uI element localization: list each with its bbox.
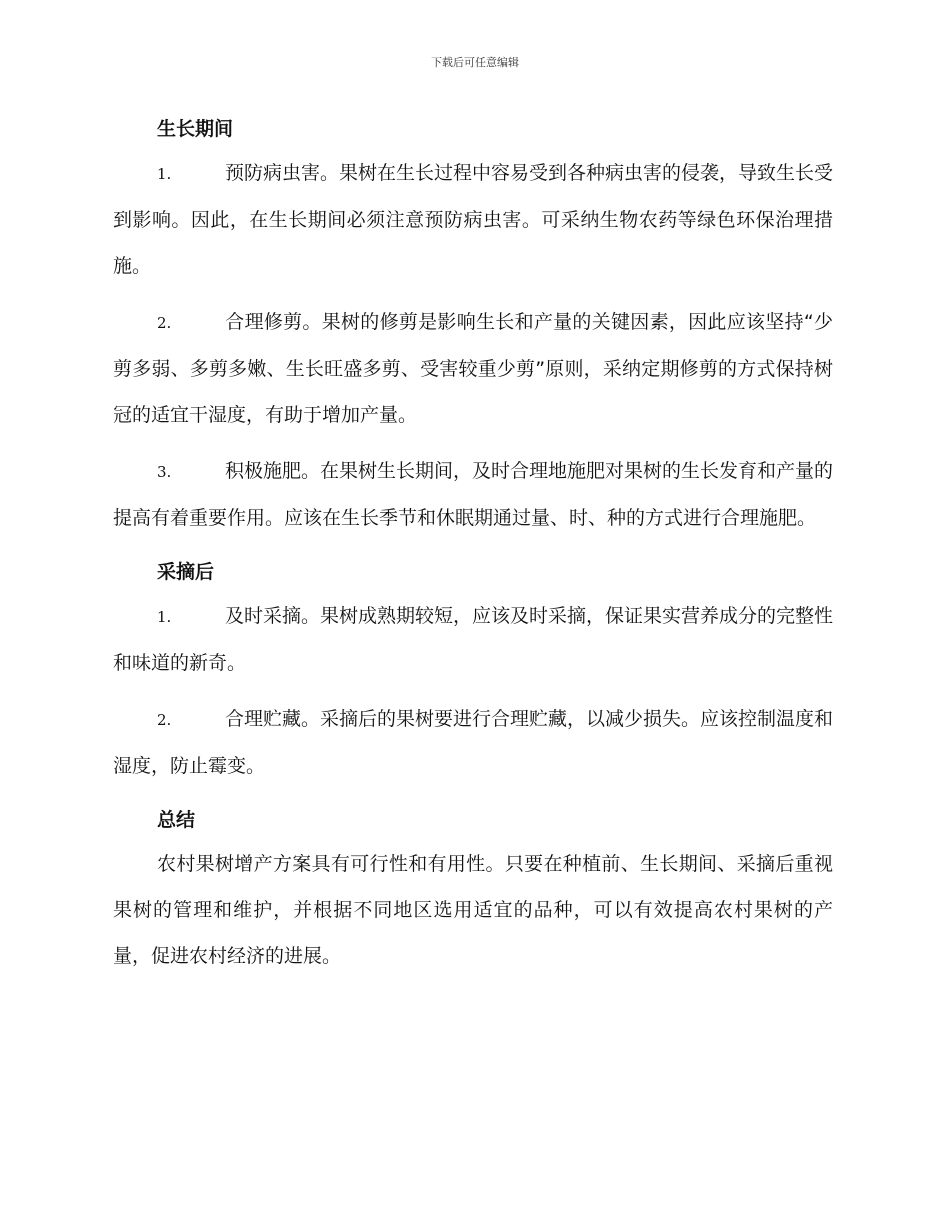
list-item: [113, 150, 833, 289]
list-item-text: 积极施肥。在果树生长期间，及时合理地施肥对果树的生长发育和产量的提高有着重要作用。应该在生长季节和休眠期通过量、时、种的方式进行合理施肥。: [113, 460, 834, 529]
list-number: 2.: [157, 314, 172, 332]
list-item: [113, 696, 833, 789]
list-item-text: 及时采摘。果树成熟期较短，应该及时采摘，保证果实营养成分的完整性和味道的新奇。: [113, 605, 834, 674]
section-heading-summary: 总结: [157, 809, 196, 831]
page-header: 下载后可任意编辑: [431, 56, 519, 69]
list-item: [113, 448, 833, 541]
list-item: [113, 593, 833, 686]
section-heading-growth: 生长期间: [157, 118, 234, 140]
list-item-text: 合理贮藏。采摘后的果树要进行合理贮藏，以减少损失。应该控制温度和湿度，防止霉变。: [113, 708, 834, 777]
list-number: 1.: [157, 165, 172, 183]
list-number: 1.: [157, 608, 172, 626]
list-number: 3.: [157, 463, 172, 481]
list-item-text: 预防病虫害。果树在生长过程中容易受到各种病虫害的侵袭，导致生长受到影响。因此，在生长期间必须注意预防病虫害。可采纳生物农药等绿色环保治理措施。: [113, 162, 834, 277]
document-body: [113, 108, 833, 989]
summary-paragraph: 农村果树增产方案具有可行性和有用性。只要在种植前、生长期间、采摘后重视果树的管理和维护，并根据不同地区选用适宜的品种，可以有效提高农村果树的产量，促进农村经济的进展。: [113, 853, 833, 967]
section-heading-after-harvest: 采摘后: [157, 561, 215, 583]
list-number: 2.: [157, 711, 172, 729]
list-item-text: 合理修剪。果树的修剪是影响生长和产量的关键因素，因此应该坚持“少剪多弱、多剪多嫩、生长旺盛多剪、受害较重少剪”原则，采纳定期修剪的方式保持树冠的适宜干湿度，有助于增加产量。: [113, 311, 833, 426]
list-item: [113, 299, 833, 438]
